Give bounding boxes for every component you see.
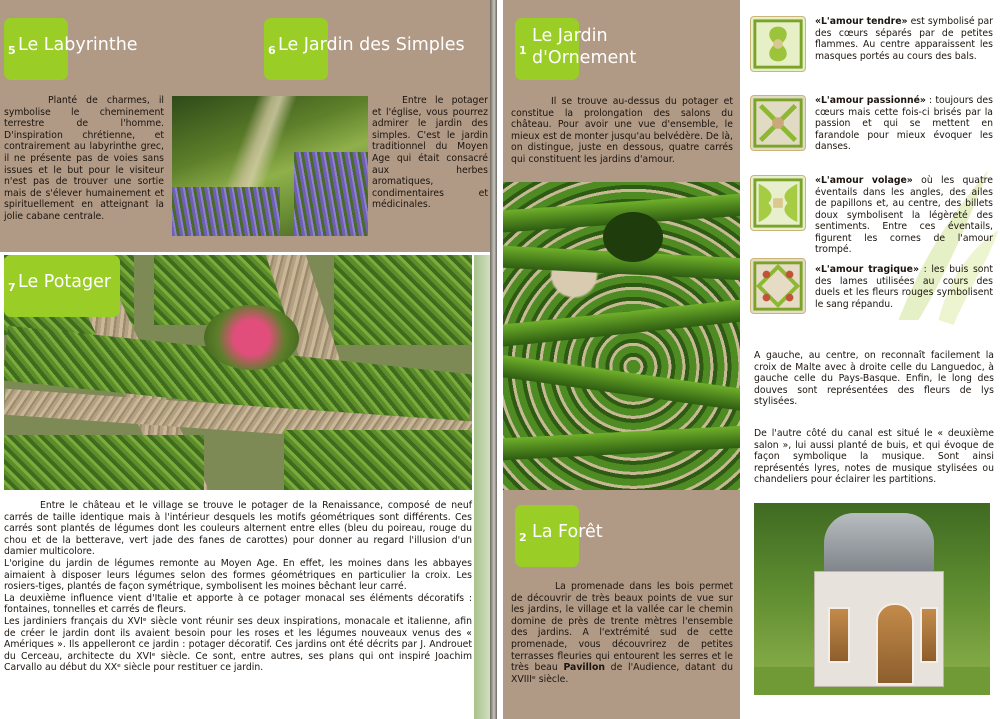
labyrinthe-text: Planté de charmes, il symbolise le cheminement terrestre de l'homme. D'inspiration chrétienne, et contrairement au labyrinthe grec, il ne présente pas de voies sans issues et le but pour le visiteur n'est pas de trouver une sortie mais de s'élever humainement et spirituellement en atteignant la jolie cabane centrale.: [4, 95, 164, 222]
pavilion-name: Pavillon: [563, 662, 605, 674]
section-number: 6: [268, 44, 276, 57]
tragic-love-motif-icon: [750, 258, 806, 314]
brochure-left-page: [0, 0, 492, 719]
tragic-love-name: «L'amour tragique»: [815, 264, 919, 275]
potager-paragraph: L'origine du jardin de légumes remonte au Moyen Age. En effet, les moines dans les abbayes aimaient à disposer leurs légumes selon des formes géométriques en particulier la croix. Les rosiers-tiges, plantés de façon symétrique, symbolisent les moines bêchant leur carré.: [4, 557, 472, 593]
tender-love-name: «L'amour tendre»: [815, 16, 908, 27]
potager-text: [4, 500, 472, 674]
section-number: 2: [519, 531, 527, 544]
simples-title: Le Jardin des Simples: [278, 35, 465, 55]
ornement-badge: [515, 18, 637, 80]
foret-text-end: de l'Audience, datant du XVIIIᵉ siècle.: [511, 662, 733, 685]
section-number: 1: [519, 44, 527, 57]
foret-text: [511, 581, 733, 685]
passionate-love-text: [815, 95, 993, 153]
brochure-right-page: [497, 0, 1000, 719]
foret-badge: [515, 505, 603, 567]
section-number: 7: [8, 281, 16, 294]
passionate-love-name: «L'amour passionné»: [815, 95, 926, 106]
potager-title: Le Potager: [18, 272, 112, 292]
fickle-love-text: [815, 175, 993, 256]
crosses-paragraph: A gauche, au centre, on reconnaît facilement la croix de Malte avec à droite celle du Languedoc, à gauche celle du Pays-Basque. Enfin, le long des douves sont représentées des fleurs de lys stylisées.: [754, 350, 994, 407]
ornement-text: Il se trouve au-dessus du potager et constitue la prolongation des salons du château. Pour avoir une vue d'ensemble, le mieux est de monter jusqu'au belvédère. De là, on distingue, juste en dessous, quatre carrés qui constituent les jardins d'amour.: [511, 96, 733, 165]
tragic-love-description: : les buis sont des lames utilisées au cours des duels et les fleurs rouges symbolisent le sang répandu.: [815, 264, 994, 310]
knot-garden-photo: [503, 182, 740, 490]
passionate-love-motif-icon: [750, 95, 806, 151]
ornement-title-line1: Le Jardin: [532, 26, 608, 46]
potager-paragraph: La deuxième influence vient d'Italie et apporte à ce potager monacal ses éléments décoratifs : fontaines, tonnelles et carrés de fleurs.: [4, 592, 472, 616]
simples-garden-photo: [172, 96, 368, 236]
fickle-love-description: où les quatre éventails dans les angles, des ailes de papillons et, au centre, des billets doux symbolisent la légèreté des sentiments. Entre ces éventails, figurent les cornes de l'amour trompé.: [815, 175, 993, 255]
potager-badge: [4, 255, 120, 317]
simples-text: Entre le potager et l'église, vous pourrez admirer le jardin des simples. C'est le jardin traditionnel du Moyen Age qui était consacré aux herbes aromatiques, condimentaires et médicinales.: [372, 95, 488, 211]
foret-title: La Forêt: [532, 522, 603, 542]
fickle-love-motif-icon: [750, 175, 806, 231]
second-salon-paragraph: De l'autre côté du canal est situé le « deuxième salon », lui aussi planté de buis, et qui évoque de façon symbolique la musique. Sont ainsi représentés lyres, notes de musique stylisées ou chandeliers pour éclairer les partitions.: [754, 428, 994, 485]
foret-text-body: La promenade dans les bois permet de découvrir de très beaux points de vue sur les jardins, le village et la vallée car le chemin domine de près de trente mètres l'ensemble des jardins. A l'extrémité sud de cette promenade, vous découvrirez de petites terrasses fleuries qui entourent les serres et le très beau: [511, 581, 733, 674]
pavilion-photo: [754, 503, 990, 695]
simples-badge: [264, 18, 465, 80]
tender-love-text: [815, 16, 993, 62]
section-number: 5: [8, 44, 16, 57]
potager-paragraph: Entre le château et le village se trouve le potager de la Renaissance, composé de neuf carrés de taille identique mais à l'intérieur desquels les motifs géométriques sont différents. Ces carrés sont plantés de légumes dont les couleurs alternent entre elles (bleu du poireau, rouge du chou et de la betterave, vert jade des fanes de carottes) pour donner au regard l'illusion d'un damier multicolore.: [4, 500, 472, 558]
labyrinthe-title: Le Labyrinthe: [18, 35, 138, 55]
ornement-title-line2: d'Ornement: [532, 48, 637, 68]
passionate-love-description: : toujours des cœurs mais cette fois-ci brisés par la passion et qui se mettent en farandole pour mieux évoquer les danses.: [815, 95, 993, 152]
labyrinthe-badge: [4, 18, 138, 80]
tragic-love-text: [815, 264, 993, 310]
tender-love-description: est symbolisé par des cœurs séparés par de petites flammes. Au centre apparaissent les masques portés au cours des bals.: [815, 16, 994, 62]
tender-love-motif-icon: [750, 16, 806, 72]
fickle-love-name: «L'amour volage»: [815, 175, 913, 186]
potager-paragraph: Les jardiniers français du XVIᵉ siècle vont réunir ses deux inspirations, monacale et italienne, afin de créer le jardin dont ils avaient besoin pour les roses et les légumes nouveaux venus des « Amériques ». Ils appelleront ce jardin : potager décoratif. Ces jardins ont été décrits par J. Androuet du Cerceau, architecte du XVIᵉ siècle. Ce sont, entre autres, ses plans qui ont inspiré Joachim Carvallo au début du XXᵉ siècle pour restituer ce jardin.: [4, 615, 472, 674]
